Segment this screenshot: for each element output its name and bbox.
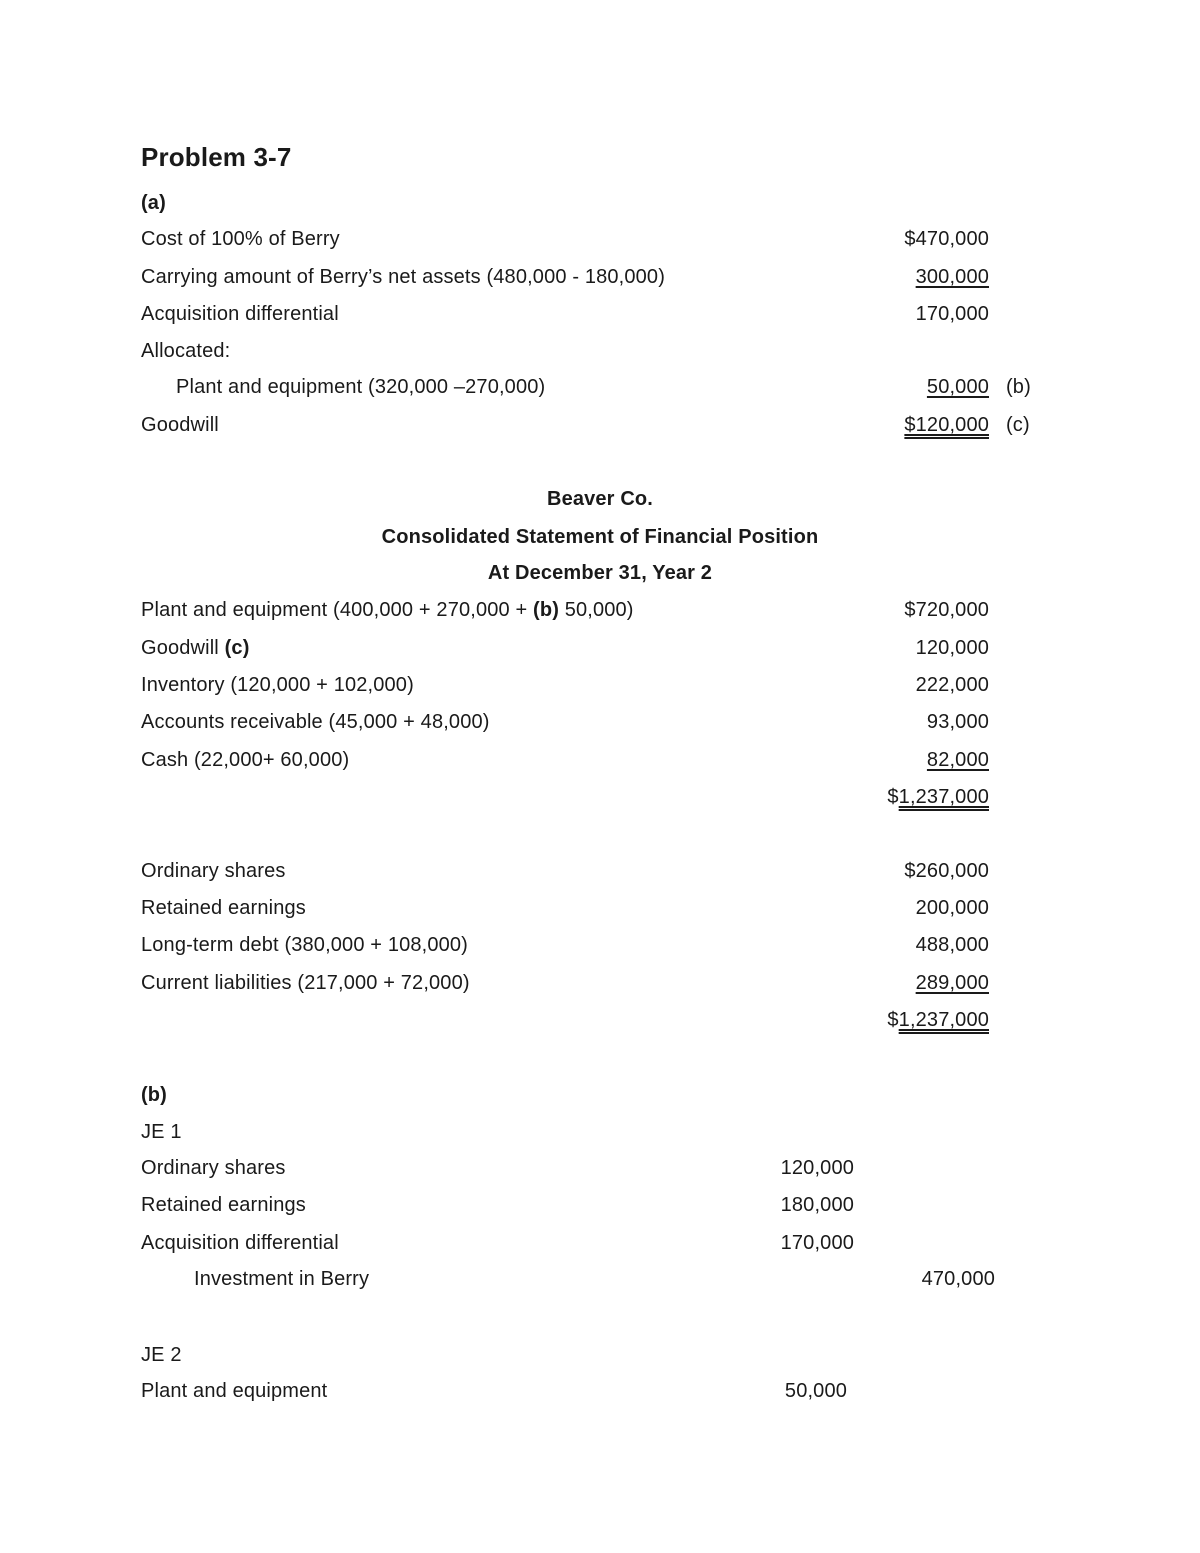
statement-date: At December 31, Year 2: [487, 562, 713, 584]
statement-title: Consolidated Statement of Financial Position: [381, 526, 819, 548]
carrying-amount: 300,000: [915, 266, 989, 288]
equity-retained-amount: 200,000: [915, 897, 989, 919]
asset-cash-label: Cash (22,000+ 60,000): [141, 749, 350, 771]
goodwill-amount: $120,000: [904, 414, 989, 436]
asset-goodwill-amount: 120,000: [915, 637, 989, 659]
cost-label: Cost of 100% of Berry: [141, 228, 340, 250]
asset-plant-label: Plant and equipment (400,000 + 270,000 + (b) 50,000): [141, 599, 634, 621]
plant-alloc-note: (b): [1006, 376, 1031, 398]
plant-alloc-amount: 50,000: [926, 376, 989, 398]
asset-inventory-label: Inventory (120,000 + 102,000): [141, 674, 414, 696]
cost-amount: $470,000: [904, 228, 989, 250]
je1-shares-debit: 120,000: [780, 1157, 854, 1179]
asset-receivable-label: Accounts receivable (45,000 + 48,000): [141, 711, 490, 733]
goodwill-note: (c): [1006, 414, 1030, 436]
je1-acq-debit: 170,000: [780, 1232, 854, 1254]
asset-inventory-amount: 222,000: [915, 674, 989, 696]
liab-current-amount: 289,000: [915, 972, 989, 994]
allocated-label: Allocated:: [141, 340, 231, 362]
equity-total: $1,237,000: [887, 1009, 989, 1031]
liab-debt-label: Long-term debt (380,000 + 108,000): [141, 934, 468, 956]
plant-alloc-label: Plant and equipment (320,000 –270,000): [176, 376, 546, 398]
asset-cash-amount: 82,000: [926, 749, 989, 771]
equity-shares-amount: $260,000: [904, 860, 989, 882]
je2-plant-label: Plant and equipment: [141, 1380, 328, 1402]
part-a-label: (a): [141, 192, 166, 214]
je1-retained-label: Retained earnings: [141, 1194, 306, 1216]
je1-retained-debit: 180,000: [780, 1194, 854, 1216]
asset-receivable-amount: 93,000: [926, 711, 989, 733]
je2-title: JE 2: [141, 1344, 182, 1366]
equity-retained-label: Retained earnings: [141, 897, 306, 919]
je1-investment-label: Investment in Berry: [194, 1268, 370, 1290]
liab-current-label: Current liabilities (217,000 + 72,000): [141, 972, 470, 994]
asset-total: $1,237,000: [887, 786, 989, 808]
asset-goodwill-label: Goodwill (c): [141, 637, 250, 659]
liab-debt-amount: 488,000: [915, 934, 989, 956]
page-title: Problem 3-7: [141, 142, 292, 172]
acq-diff-amount: 170,000: [915, 303, 989, 325]
je1-title: JE 1: [141, 1121, 182, 1143]
carrying-label: Carrying amount of Berry’s net assets (480,000 - 180,000): [141, 266, 666, 288]
statement-company: Beaver Co.: [547, 488, 653, 510]
je2-plant-debit: 50,000: [784, 1380, 847, 1402]
je1-acq-label: Acquisition differential: [141, 1232, 339, 1254]
acq-diff-label: Acquisition differential: [141, 303, 339, 325]
asset-plant-amount: $720,000: [904, 599, 989, 621]
je1-investment-credit: 470,000: [921, 1268, 995, 1290]
goodwill-label: Goodwill: [141, 414, 219, 436]
equity-shares-label: Ordinary shares: [141, 860, 286, 882]
part-b-label: (b): [141, 1084, 167, 1106]
je1-shares-label: Ordinary shares: [141, 1157, 286, 1179]
